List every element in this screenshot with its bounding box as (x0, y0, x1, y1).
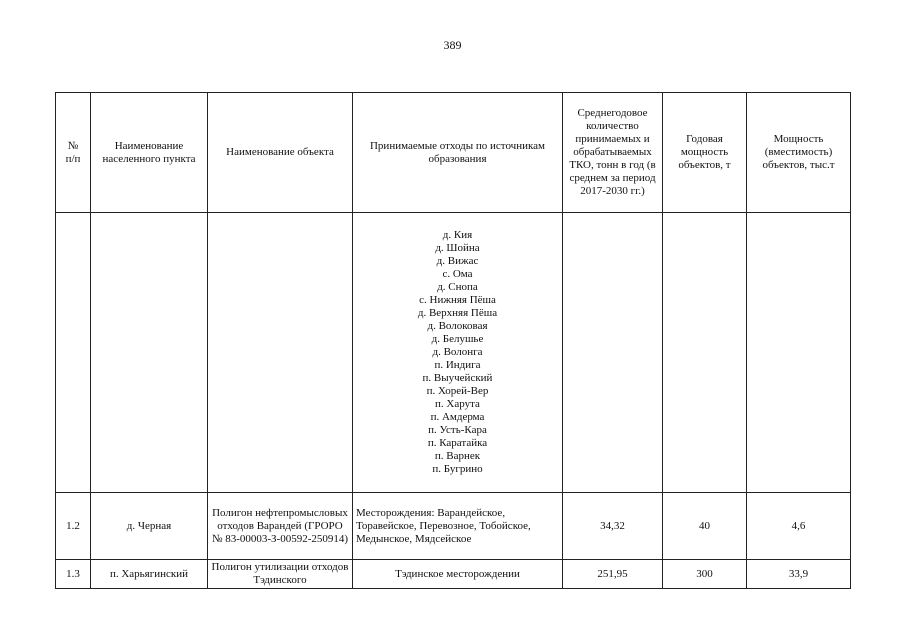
list-item: д. Белушье (431, 333, 484, 345)
table-row (56, 493, 851, 560)
list-item: д. Верхняя Пёша (417, 307, 498, 319)
cell-capacity: 33,9 (747, 560, 851, 589)
list-item: п. Харута (435, 398, 480, 410)
cell-avg: 251,95 (563, 560, 663, 589)
cell-settlement: д. Черная (91, 493, 208, 560)
cell-avg: 34,32 (563, 493, 663, 560)
cell-num: 1.2 (56, 493, 91, 560)
header-capacity: Мощность (вместимость) объектов, тыс.т (747, 93, 851, 213)
header-waste-sources: Принимаемые отходы по источникам образования (353, 93, 563, 213)
waste-facilities-table (55, 92, 851, 589)
table-row (56, 560, 851, 589)
list-item: д. Волоковая (427, 320, 488, 332)
cell-waste: Месторождения: Варандейское, Торавейское, Перевозное, Тобойское, Медынское, Мядсейское (353, 493, 563, 560)
empty-cell (91, 213, 208, 493)
list-item: д. Снопа (437, 281, 478, 293)
cell-capacity: 4,6 (747, 493, 851, 560)
empty-cell (56, 213, 91, 493)
list-item: п. Каратайка (427, 437, 488, 449)
list-item: с. Нижняя Пёша (419, 294, 496, 306)
cell-annual: 40 (663, 493, 747, 560)
empty-cell (747, 213, 851, 493)
empty-cell (663, 213, 747, 493)
cell-object: Полигон нефтепромысловых отходов Варандей (ГРОРО № 83-00003-З-00592-250914) (208, 493, 353, 560)
list-item: п. Бугрино (432, 463, 483, 475)
list-item: п. Выучейский (422, 372, 493, 384)
list-item: с. Ома (442, 268, 473, 280)
cell-object: Полигон утилизации отходов Тэдинского (208, 560, 353, 589)
cell-waste: Тэдинское месторождении (353, 560, 563, 589)
list-item: д. Кия (442, 229, 473, 241)
table-row-continued (56, 213, 851, 493)
empty-cell (563, 213, 663, 493)
cell-annual: 300 (663, 560, 747, 589)
table-header-row (56, 93, 851, 213)
header-settlement: Наименование населенного пункта (91, 93, 208, 213)
page-number: 389 (443, 38, 462, 52)
settlement-list (353, 213, 563, 493)
header-num: № п/п (56, 93, 91, 213)
list-item: п. Хорей-Вер (426, 385, 489, 397)
cell-settlement: п. Харьягинский (91, 560, 208, 589)
header-object: Наименование объекта (208, 93, 353, 213)
list-item: д. Шойна (435, 242, 480, 254)
list-item: п. Варнек (434, 450, 481, 462)
list-item: п. Усть-Кара (428, 424, 487, 436)
header-avg-amount: Среднегодовое количество принимаемых и обрабатываемых ТКО, тонн в год (в среднем за период 2017-2030 гг.) (563, 93, 663, 213)
list-item: д. Волонга (432, 346, 483, 358)
list-item: п. Амдерма (430, 411, 485, 423)
list-item: д. Вижас (436, 255, 479, 267)
cell-num: 1.3 (56, 560, 91, 589)
header-annual-capacity: Годовая мощность объектов, т (663, 93, 747, 213)
list-item: п. Индига (434, 359, 481, 371)
empty-cell (208, 213, 353, 493)
